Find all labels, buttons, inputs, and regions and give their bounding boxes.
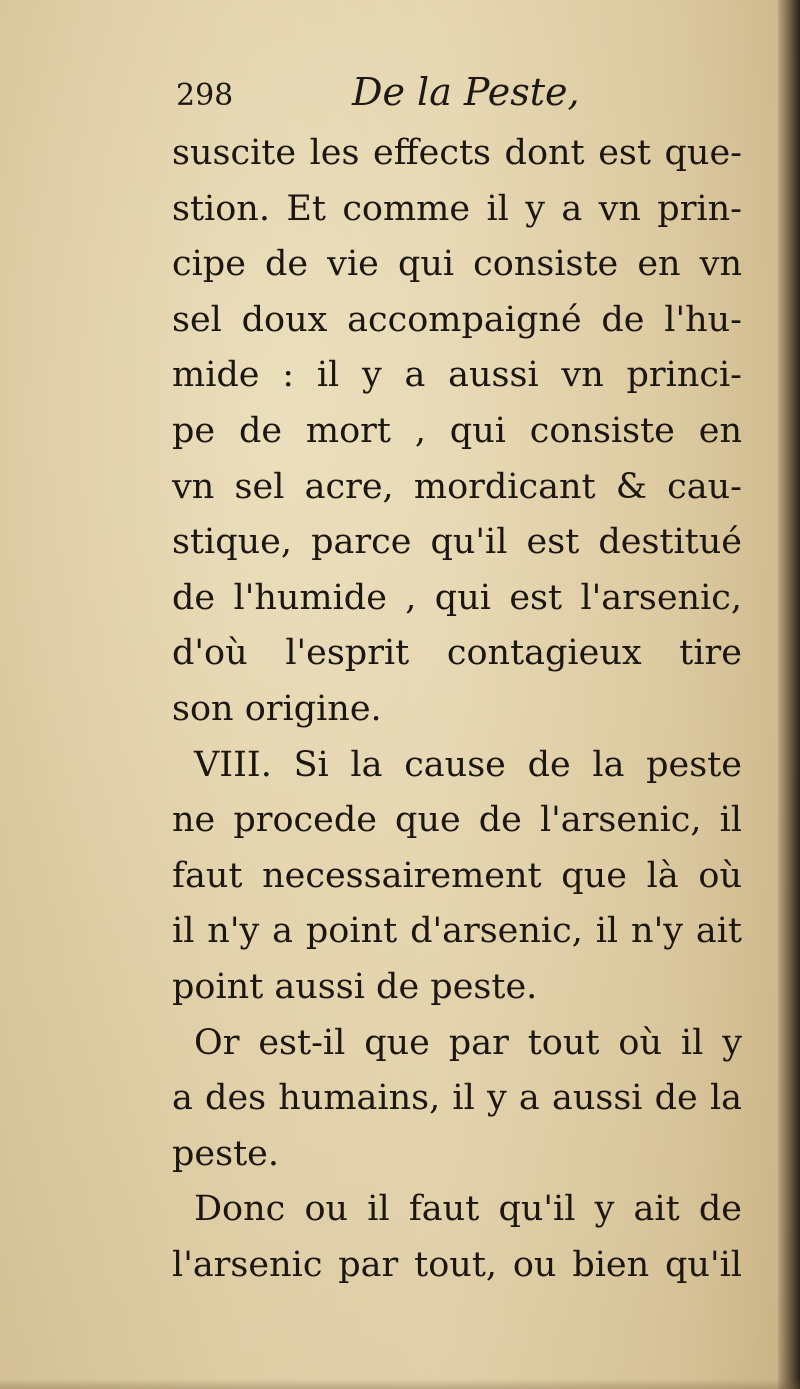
running-head: De la Peste, xyxy=(352,70,580,114)
page-gutter-shadow xyxy=(778,0,800,1389)
text-line: stique, parce qu'il est destitué xyxy=(172,522,742,563)
text-line: ne procede que de l'arsenic, il xyxy=(172,800,742,841)
text-line: a des humains, il y a aussi de la xyxy=(172,1078,742,1119)
page-header xyxy=(176,70,736,126)
text-line: VIII. Si la cause de la peste xyxy=(194,744,742,785)
text-line: l'arsenic par tout, ou bien qu'il xyxy=(172,1244,742,1285)
text-line: mide : il y a aussi vn princi- xyxy=(172,355,742,396)
text-line: de l'humide , qui est l'arsenic, xyxy=(172,577,742,618)
text-line: sel doux accompaigné de l'hu- xyxy=(172,299,742,340)
text-line: d'où l'esprit contagieux tire xyxy=(172,633,742,674)
text-line: faut necessairement que là où xyxy=(172,855,742,896)
text-line: vn sel acre, mordicant & cau- xyxy=(172,466,742,507)
body-text xyxy=(172,126,742,1293)
text-line: son origine. xyxy=(172,688,382,729)
page-number: 298 xyxy=(176,78,234,113)
text-line: cipe de vie qui consiste en vn xyxy=(172,244,742,285)
text-line: il n'y a point d'arsenic, il n'y ait xyxy=(172,911,742,952)
text-line: peste. xyxy=(172,1133,279,1174)
text-line: suscite les effects dont est que- xyxy=(172,133,742,173)
page-bottom-edge xyxy=(0,1379,800,1389)
text-line: Donc ou il faut qu'il y ait de xyxy=(194,1189,742,1230)
text-line: point aussi de peste. xyxy=(172,966,538,1007)
text-line: Or est-il que par tout où il y xyxy=(194,1022,742,1063)
text-line: stion. Et comme il y a vn prin- xyxy=(172,188,742,229)
text-line: pe de mort , qui consiste en xyxy=(172,410,742,451)
